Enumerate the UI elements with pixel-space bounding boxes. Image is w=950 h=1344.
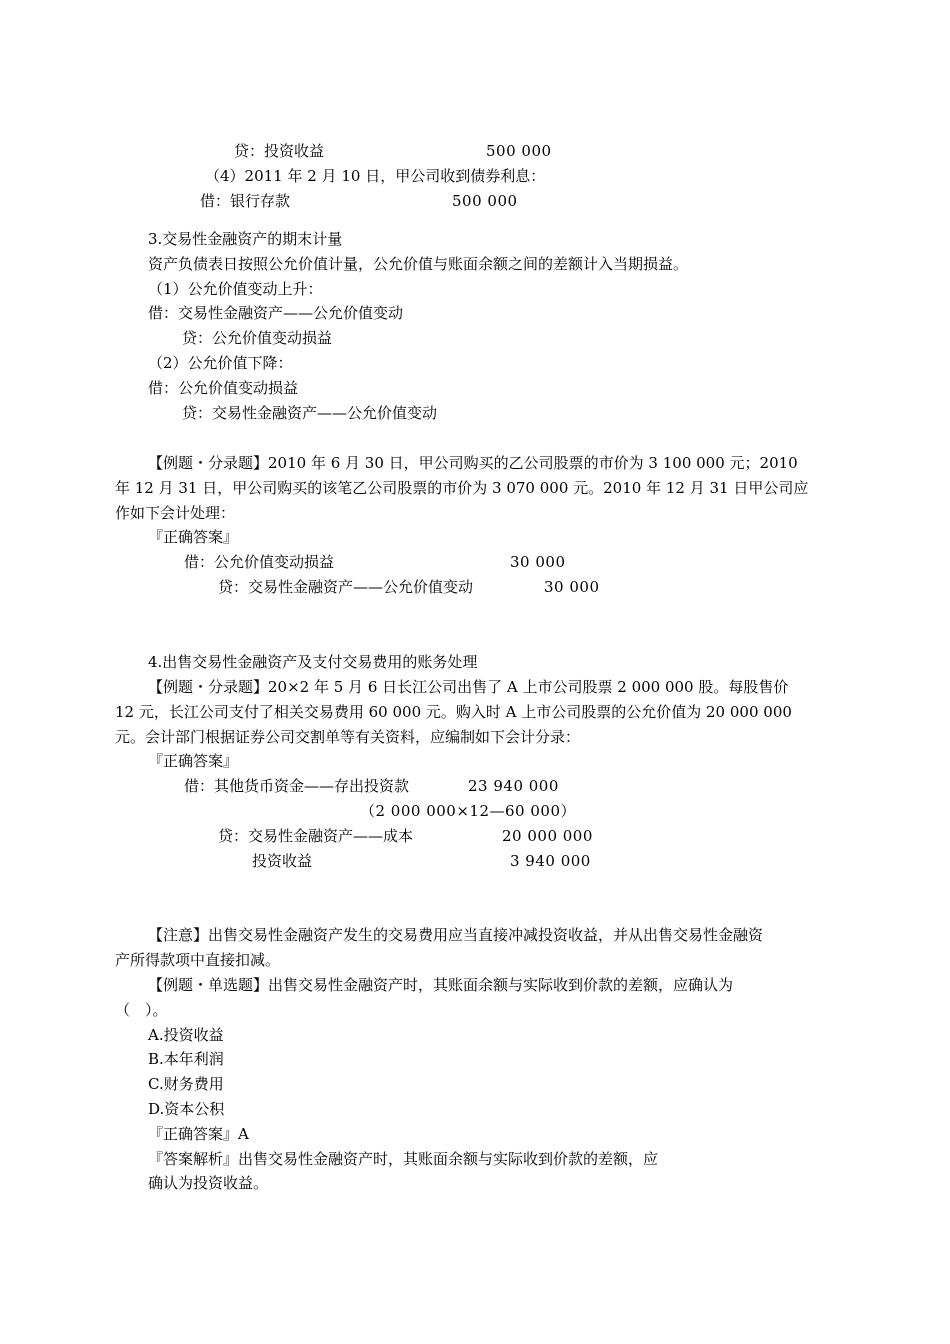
- example-2-debit-amount: 23 940 000: [468, 777, 559, 795]
- section-3-description: 资产负债表日按照公允价值计量，公允价值与账面余额之间的差额计入当期损益。: [148, 255, 689, 273]
- example-3-question-line-2: （ ）。: [115, 1001, 168, 1019]
- example-1-line-2: 年 12 月 31 日，甲公司购买的该笔乙公司股票的市价为 3 070 000 元。2010 年 12 月 31 日甲公司应: [115, 479, 809, 497]
- fair-value-fall-credit: 贷：交易性金融资产——公允价值变动: [182, 404, 438, 422]
- example-2-debit-label: 借：其他货币资金——存出投资款: [184, 777, 410, 795]
- note-line-1: 【注意】出售交易性金融资产发生的交易费用应当直接冲减投资收益，并从出售交易性金融资: [148, 926, 764, 944]
- option-b: B.本年利润: [148, 1050, 224, 1068]
- note-line-2: 产所得款项中直接扣减。: [115, 951, 281, 969]
- debit-bank-amount: 500 000: [452, 192, 518, 210]
- debit-bank-label: 借：银行存款: [200, 192, 291, 210]
- fair-value-rise-credit: 贷：公允价值变动损益: [182, 329, 333, 347]
- example-2-credit-cost-label: 贷：交易性金融资产——成本: [218, 827, 414, 845]
- example-1-credit-label: 贷：交易性金融资产——公允价值变动: [218, 578, 474, 596]
- section-4-heading: 4.出售交易性金融资产及支付交易费用的账务处理: [148, 653, 478, 671]
- example-3-analysis-line-2: 确认为投资收益。: [148, 1174, 269, 1192]
- example-1-debit-amount: 30 000: [510, 553, 566, 571]
- option-a: A.投资收益: [148, 1026, 224, 1044]
- example-2-credit-income-label: 投资收益: [252, 852, 313, 870]
- example-2-credit-income-amount: 3 940 000: [510, 852, 591, 870]
- fair-value-fall-heading: （2）公允价值下降：: [148, 354, 293, 372]
- option-c: C.财务费用: [148, 1075, 224, 1093]
- credit-investment-income-amount: 500 000: [486, 142, 552, 160]
- example-2-answer-heading: 『正确答案』: [148, 752, 239, 770]
- example-1-answer-heading: 『正确答案』: [148, 528, 239, 546]
- example-1-debit-label: 借：公允价值变动损益: [184, 553, 335, 571]
- example-3-answer: 『正确答案』A: [148, 1125, 249, 1143]
- step-4-line: （4）2011 年 2 月 10 日，甲公司收到债券利息：: [205, 167, 546, 185]
- example-2-calculation: （2 000 000×12—60 000）: [360, 802, 576, 820]
- example-1-line-3: 作如下会计处理：: [115, 504, 236, 522]
- example-1-credit-amount: 30 000: [544, 578, 600, 596]
- example-2-credit-cost-amount: 20 000 000: [502, 827, 593, 845]
- example-3-analysis-line-1: 『答案解析』出售交易性金融资产时，其账面余额与实际收到价款的差额，应: [148, 1150, 659, 1168]
- fair-value-rise-debit: 借：交易性金融资产——公允价值变动: [148, 304, 404, 322]
- option-d: D.资本公积: [148, 1100, 225, 1118]
- example-3-question-line-1: 【例题・单选题】出售交易性金融资产时，其账面余额与实际收到价款的差额，应确认为: [148, 976, 734, 994]
- example-2-line-3: 元。会计部门根据证券公司交割单等有关资料，应编制如下会计分录：: [115, 728, 581, 746]
- example-2-line-2: 12 元，长江公司支付了相关交易费用 60 000 元。购入时 A 上市公司股票的公允价值为 20 000 000: [115, 703, 792, 721]
- fair-value-rise-heading: （1）公允价值变动上升：: [148, 280, 323, 298]
- example-1-line-1: 【例题・分录题】2010 年 6 月 30 日，甲公司购买的乙公司股票的市价为 3 100 000 元；2010: [148, 454, 798, 472]
- fair-value-fall-debit: 借：公允价值变动损益: [148, 379, 299, 397]
- section-3-heading: 3.交易性金融资产的期末计量: [148, 230, 343, 248]
- credit-investment-income-label: 贷：投资收益: [234, 142, 325, 160]
- example-2-line-1: 【例题・分录题】20×2 年 5 月 6 日长江公司出售了 A 上市公司股票 2 000 000 股。每股售价: [148, 678, 789, 696]
